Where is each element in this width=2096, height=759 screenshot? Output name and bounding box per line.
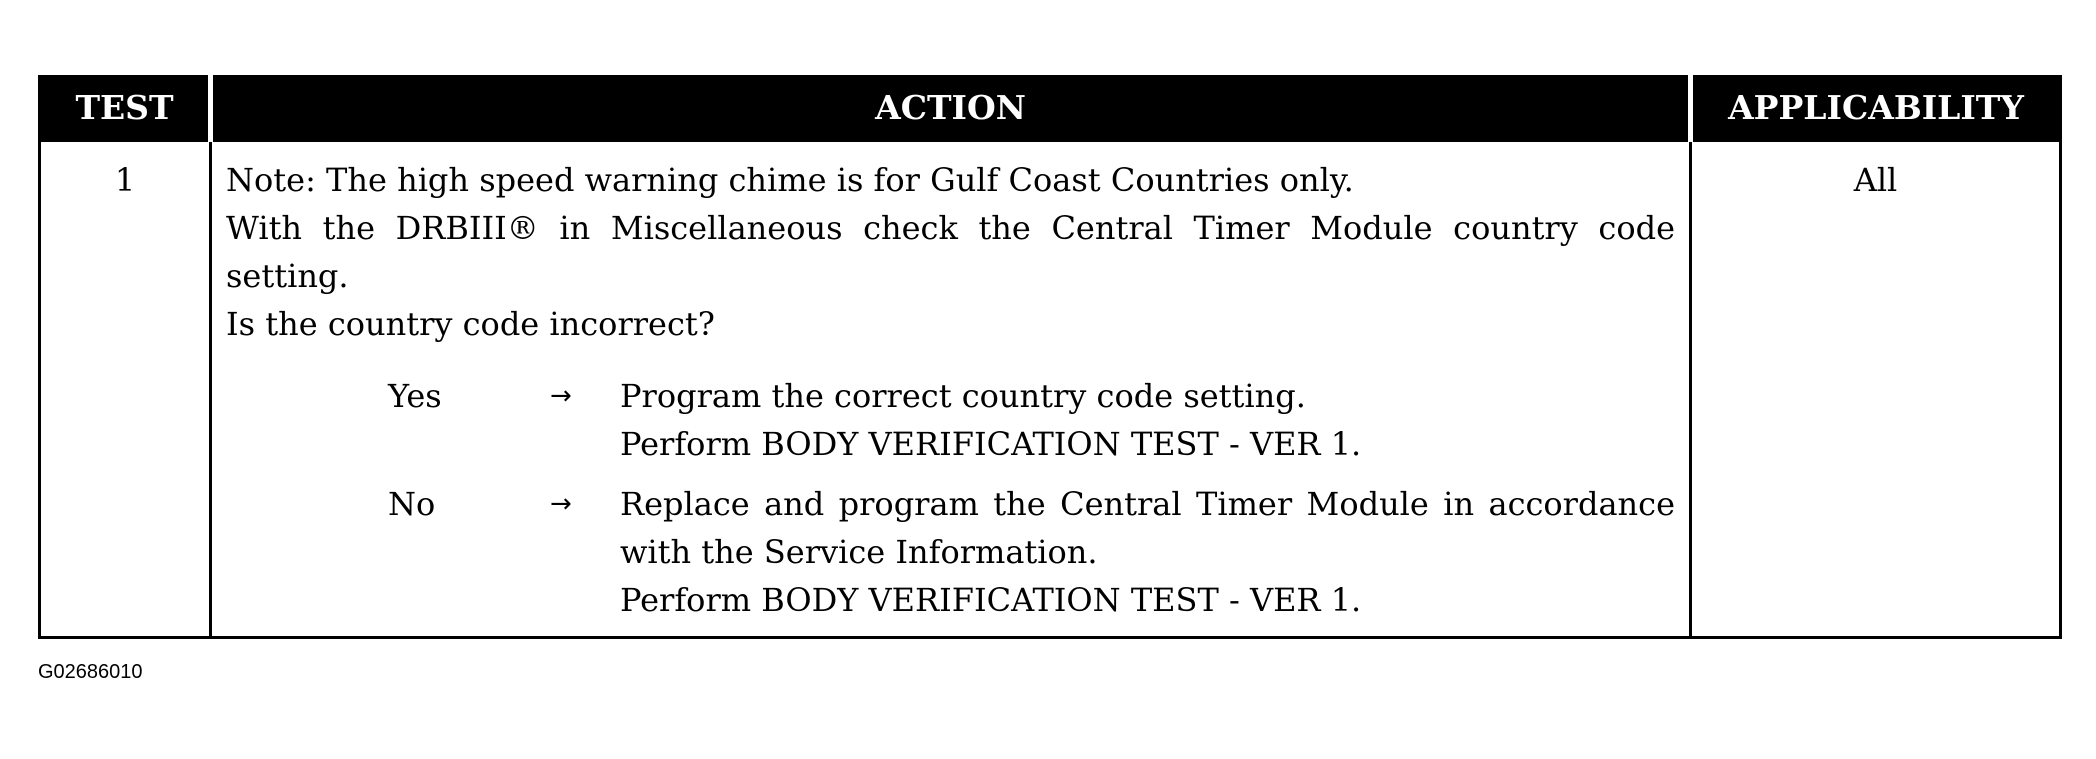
test-number-cell: 1 xyxy=(40,141,211,638)
answer-yes-line: Program the correct country code setting. xyxy=(620,377,1306,415)
answer-no-line: Replace and program the Central Timer Module in accordance with the Service Information. xyxy=(620,485,1675,571)
action-question: Is the country code incorrect? xyxy=(226,305,715,343)
diagnostic-test-table xyxy=(38,75,2062,639)
right-arrow-icon: → xyxy=(550,381,572,411)
header-action: ACTION xyxy=(211,75,1691,141)
answer-no-line: Perform BODY VERIFICATION TEST - VER 1. xyxy=(620,581,1362,619)
action-note: Note: The high speed warning chime is for Gulf Coast Countries only. xyxy=(226,161,1354,199)
figure-id: G02686010 xyxy=(38,661,143,683)
action-cell xyxy=(211,141,1691,638)
answer-yes-line: Perform BODY VERIFICATION TEST - VER 1. xyxy=(620,425,1362,463)
table-row xyxy=(40,141,2061,638)
answer-yes-label: Yes xyxy=(388,377,442,415)
answer-no xyxy=(226,480,1675,624)
right-arrow-icon: → xyxy=(550,489,572,519)
answer-no-label: No xyxy=(388,485,436,523)
table-header-row xyxy=(40,75,2061,141)
answer-yes xyxy=(226,372,1675,468)
answer-no-text xyxy=(620,480,1675,624)
header-applicability: APPLICABILITY xyxy=(1691,75,2061,141)
applicability-cell: All xyxy=(1691,141,2061,638)
header-test: TEST xyxy=(40,75,211,141)
answer-yes-text xyxy=(620,372,1675,468)
action-instruction: With the DRBIII® in Miscellaneous check the Central Timer Module country code setting. xyxy=(226,209,1675,295)
